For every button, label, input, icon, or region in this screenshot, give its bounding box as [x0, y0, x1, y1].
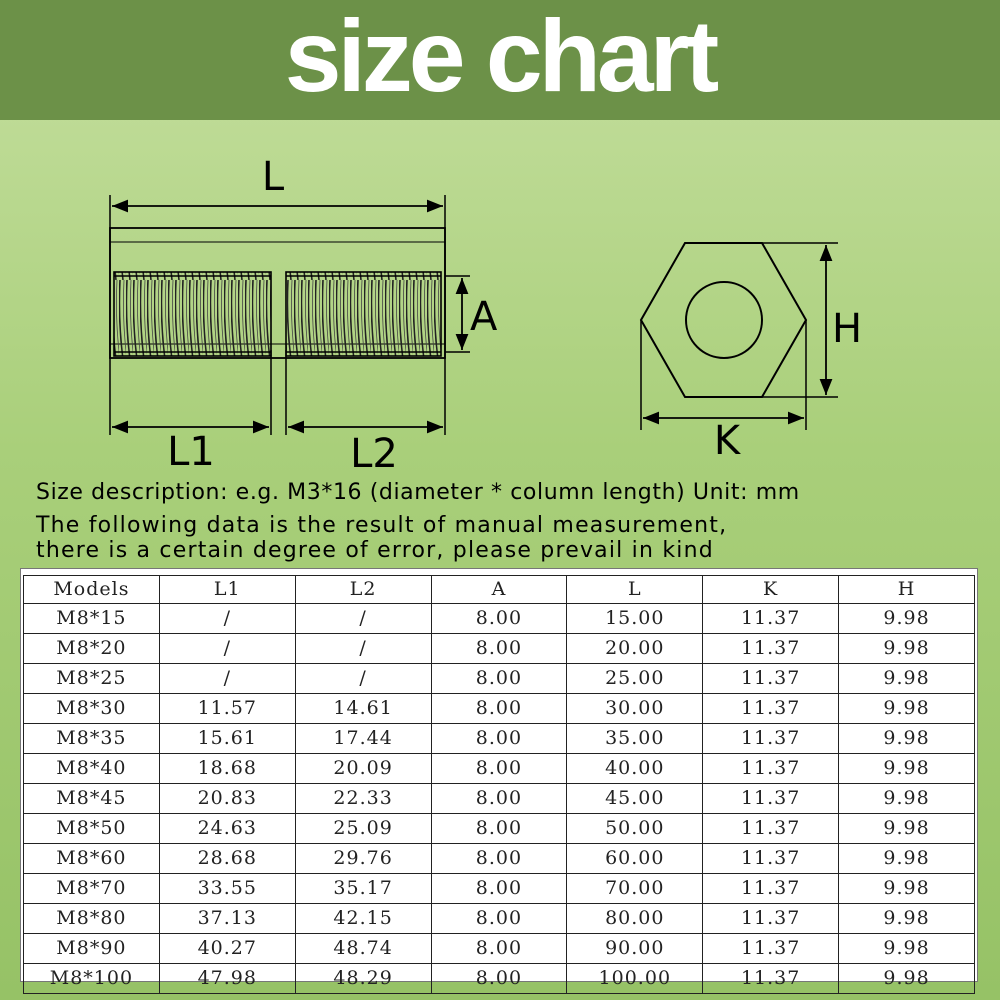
table-cell: 9.98 — [839, 784, 975, 814]
table-cell: 22.33 — [295, 784, 431, 814]
table-cell: 11.37 — [703, 784, 839, 814]
label-l1: L1 — [167, 429, 215, 475]
size-table — [23, 575, 975, 994]
table-cell: 11.37 — [703, 874, 839, 904]
table-row — [24, 664, 975, 694]
table-cell: 8.00 — [431, 754, 567, 784]
table-cell: 20.09 — [295, 754, 431, 784]
table-cell: 50.00 — [567, 814, 703, 844]
table-cell: 8.00 — [431, 844, 567, 874]
table-cell: 11.37 — [703, 754, 839, 784]
label-l: L — [261, 154, 285, 200]
table-cell: 33.55 — [159, 874, 295, 904]
table-cell: M8*40 — [24, 754, 160, 784]
table-cell: 42.15 — [295, 904, 431, 934]
table-cell: M8*100 — [24, 964, 160, 994]
table-cell: 35.00 — [567, 724, 703, 754]
table-cell: / — [159, 604, 295, 634]
table-cell: 11.37 — [703, 964, 839, 994]
table-cell: 8.00 — [431, 784, 567, 814]
table-cell: M8*80 — [24, 904, 160, 934]
table-cell: 9.98 — [839, 844, 975, 874]
table-row — [24, 634, 975, 664]
measurement-note — [36, 513, 727, 563]
table-cell: 100.00 — [567, 964, 703, 994]
label-a: A — [470, 294, 498, 340]
table-cell: 11.37 — [703, 934, 839, 964]
table-cell: 11.37 — [703, 904, 839, 934]
table-cell: 8.00 — [431, 934, 567, 964]
table-row — [24, 904, 975, 934]
table-cell: 15.00 — [567, 604, 703, 634]
table-cell: 8.00 — [431, 964, 567, 994]
table-cell: 35.17 — [295, 874, 431, 904]
table-row — [24, 724, 975, 754]
table-cell: 90.00 — [567, 934, 703, 964]
table-cell: 8.00 — [431, 724, 567, 754]
table-cell: 9.98 — [839, 634, 975, 664]
table-cell: 8.00 — [431, 874, 567, 904]
table-cell: 9.98 — [839, 724, 975, 754]
table-row — [24, 934, 975, 964]
table-cell: 11.37 — [703, 724, 839, 754]
table-cell: 11.37 — [703, 634, 839, 664]
column-header: K — [703, 576, 839, 604]
table-cell: / — [295, 664, 431, 694]
table-cell: M8*15 — [24, 604, 160, 634]
table-cell: 60.00 — [567, 844, 703, 874]
table-row — [24, 754, 975, 784]
table-cell: M8*90 — [24, 934, 160, 964]
table-cell: / — [295, 604, 431, 634]
table-cell: 70.00 — [567, 874, 703, 904]
table-cell: 11.37 — [703, 604, 839, 634]
column-header: A — [431, 576, 567, 604]
table-cell: 24.63 — [159, 814, 295, 844]
table-cell: 11.37 — [703, 814, 839, 844]
header-banner — [0, 0, 1000, 120]
size-table-container — [20, 568, 978, 989]
size-description: Size description: e.g. M3*16 (diameter * column length) Unit: mm — [36, 480, 800, 505]
table-row — [24, 844, 975, 874]
table-cell: M8*50 — [24, 814, 160, 844]
table-cell: M8*25 — [24, 664, 160, 694]
hex-end-view — [641, 243, 838, 430]
table-cell: 8.00 — [431, 904, 567, 934]
table-cell: 25.00 — [567, 664, 703, 694]
table-cell: 8.00 — [431, 694, 567, 724]
page-title: size chart — [284, 0, 716, 113]
table-cell: M8*35 — [24, 724, 160, 754]
table-cell: 11.37 — [703, 664, 839, 694]
table-cell: / — [159, 664, 295, 694]
table-header-row — [24, 576, 975, 604]
column-header: Models — [24, 576, 160, 604]
table-cell: 9.98 — [839, 874, 975, 904]
table-cell: 8.00 — [431, 814, 567, 844]
table-cell: M8*70 — [24, 874, 160, 904]
dimension-drawing — [0, 120, 1000, 480]
table-cell: 17.44 — [295, 724, 431, 754]
table-cell: 29.76 — [295, 844, 431, 874]
table-cell: 15.61 — [159, 724, 295, 754]
label-l2: L2 — [350, 431, 398, 477]
table-cell: 20.00 — [567, 634, 703, 664]
table-cell: 9.98 — [839, 664, 975, 694]
table-cell: 80.00 — [567, 904, 703, 934]
table-cell: 9.98 — [839, 754, 975, 784]
table-cell: 9.98 — [839, 904, 975, 934]
table-cell: 28.68 — [159, 844, 295, 874]
table-cell: 48.74 — [295, 934, 431, 964]
table-cell: 20.83 — [159, 784, 295, 814]
table-row — [24, 604, 975, 634]
table-cell: 8.00 — [431, 604, 567, 634]
table-cell: 48.29 — [295, 964, 431, 994]
table-cell: 14.61 — [295, 694, 431, 724]
table-row — [24, 694, 975, 724]
table-cell: 11.57 — [159, 694, 295, 724]
table-cell: 37.13 — [159, 904, 295, 934]
table-cell: 18.68 — [159, 754, 295, 784]
table-cell: 9.98 — [839, 964, 975, 994]
table-cell: 47.98 — [159, 964, 295, 994]
table-cell: 40.27 — [159, 934, 295, 964]
table-cell: 11.37 — [703, 694, 839, 724]
table-cell: 8.00 — [431, 664, 567, 694]
table-cell: 40.00 — [567, 754, 703, 784]
column-header: L — [567, 576, 703, 604]
table-cell: M8*20 — [24, 634, 160, 664]
table-cell: 11.37 — [703, 844, 839, 874]
table-cell: 8.00 — [431, 634, 567, 664]
table-cell: M8*45 — [24, 784, 160, 814]
table-cell: 25.09 — [295, 814, 431, 844]
table-cell: 9.98 — [839, 694, 975, 724]
table-cell: / — [295, 634, 431, 664]
table-row — [24, 964, 975, 994]
table-cell: M8*60 — [24, 844, 160, 874]
table-row — [24, 784, 975, 814]
standoff-side-view — [110, 195, 445, 435]
column-header: L2 — [295, 576, 431, 604]
table-cell: 30.00 — [567, 694, 703, 724]
table-cell: 9.98 — [839, 934, 975, 964]
table-cell: 45.00 — [567, 784, 703, 814]
measurement-note-line-2: there is a certain degree of error, please prevail in kind — [36, 538, 714, 563]
table-cell: / — [159, 634, 295, 664]
table-cell: 9.98 — [839, 814, 975, 844]
table-cell: 9.98 — [839, 604, 975, 634]
table-row — [24, 814, 975, 844]
column-header: H — [839, 576, 975, 604]
column-header: L1 — [159, 576, 295, 604]
measurement-note-line-1: The following data is the result of manual measurement, — [36, 513, 728, 538]
table-cell: M8*30 — [24, 694, 160, 724]
label-k: K — [713, 418, 741, 464]
table-row — [24, 874, 975, 904]
label-h: H — [832, 306, 863, 352]
